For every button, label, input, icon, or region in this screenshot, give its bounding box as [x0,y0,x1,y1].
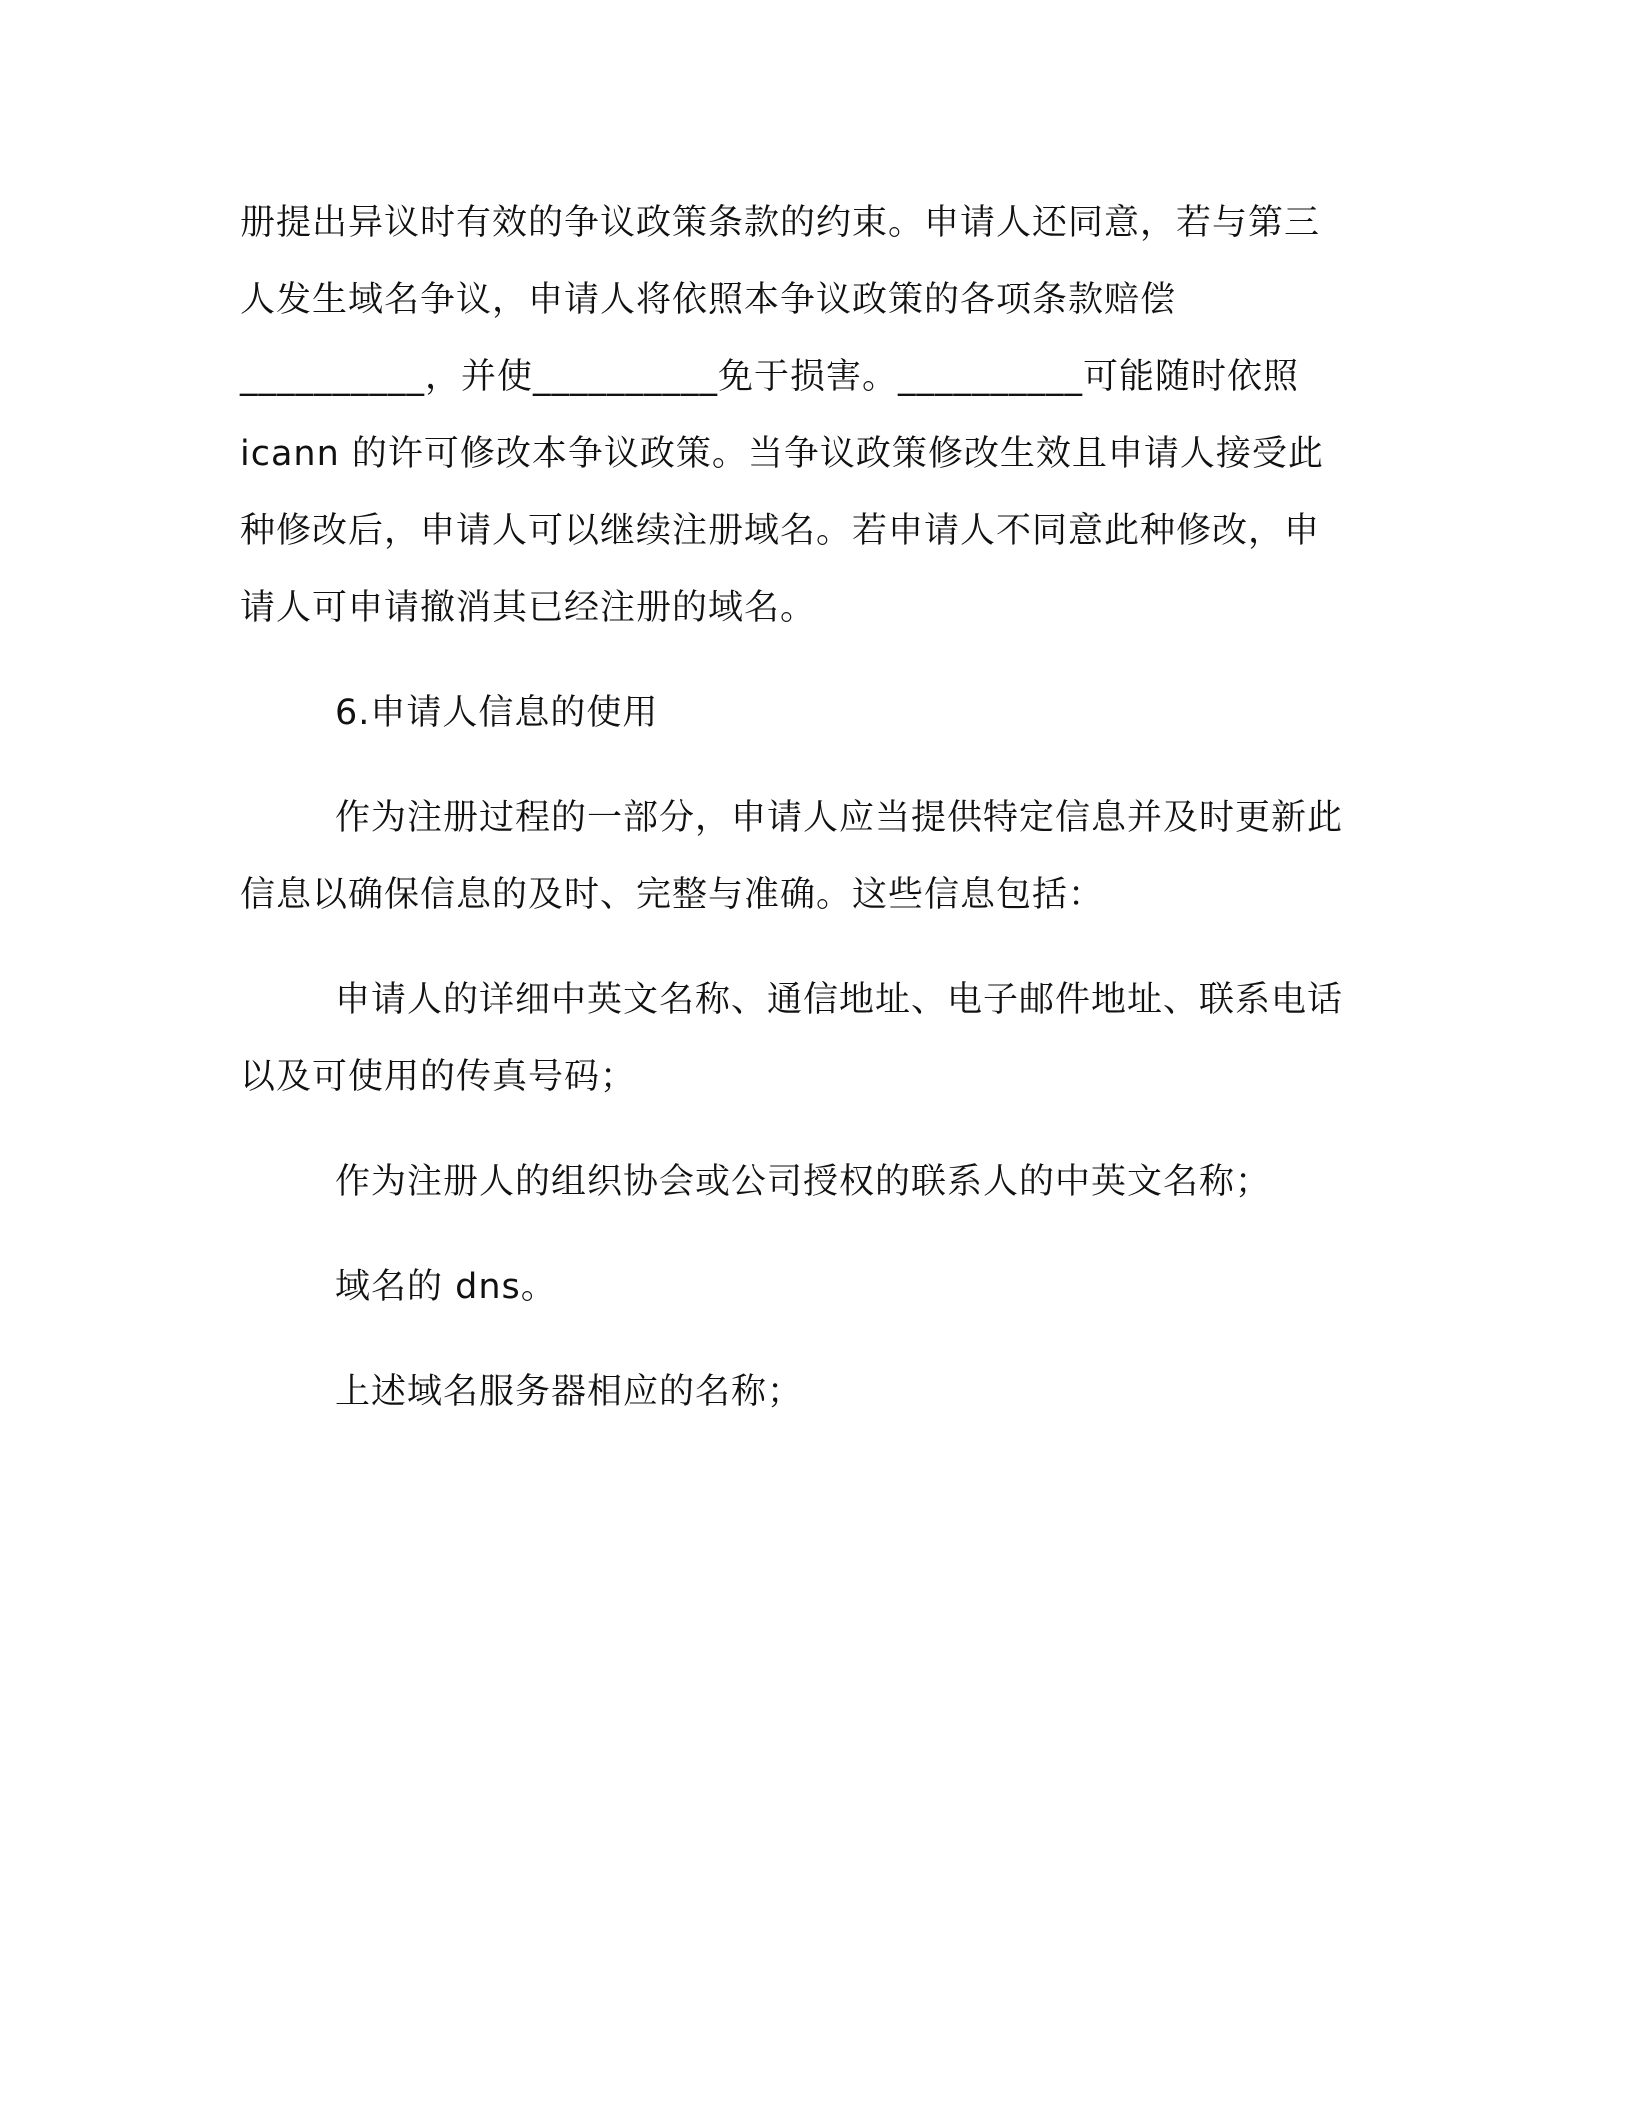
text-line: icann 的许可修改本争议政策。当争议政策修改生效且申请人接受此 [240,434,1324,474]
document-body [240,185,1390,1431]
text-line: 种修改后，申请人可以继续注册域名。若申请人不同意此种修改，申 [240,511,1321,551]
paragraph-server-names [240,1354,1390,1431]
paragraph-applicant-details [240,962,1390,1116]
text-line: __________，并使__________免于损害。__________可能随时依照 [240,357,1300,397]
text-line: 信息以确保信息的及时、完整与准确。这些信息包括： [240,875,1105,915]
section-heading [240,675,1390,752]
text-line: 请人可申请撤消其已经注册的域名。 [240,588,817,628]
text-line: 作为注册人的组织协会或公司授权的联系人的中英文名称； [335,1162,1272,1202]
paragraph-dispute-policy [240,185,1390,647]
text-line: 申请人的详细中英文名称、通信地址、电子邮件地址、联系电话 [335,980,1344,1020]
text-line: 域名的 dns。 [335,1267,557,1307]
paragraph-registration-info [240,780,1390,934]
paragraph-domain-dns [240,1249,1390,1326]
text-line: 人发生域名争议，申请人将依照本争议政策的各项条款赔偿 [240,280,1177,320]
heading-text: 6.申请人信息的使用 [335,693,659,733]
text-line: 上述域名服务器相应的名称； [335,1372,804,1412]
text-line: 作为注册过程的一部分，申请人应当提供特定信息并及时更新此 [335,798,1344,838]
text-line: 册提出异议时有效的争议政策条款的约束。申请人还同意，若与第三 [240,203,1321,243]
paragraph-contact-name [240,1144,1390,1221]
text-line: 以及可使用的传真号码； [240,1057,637,1097]
